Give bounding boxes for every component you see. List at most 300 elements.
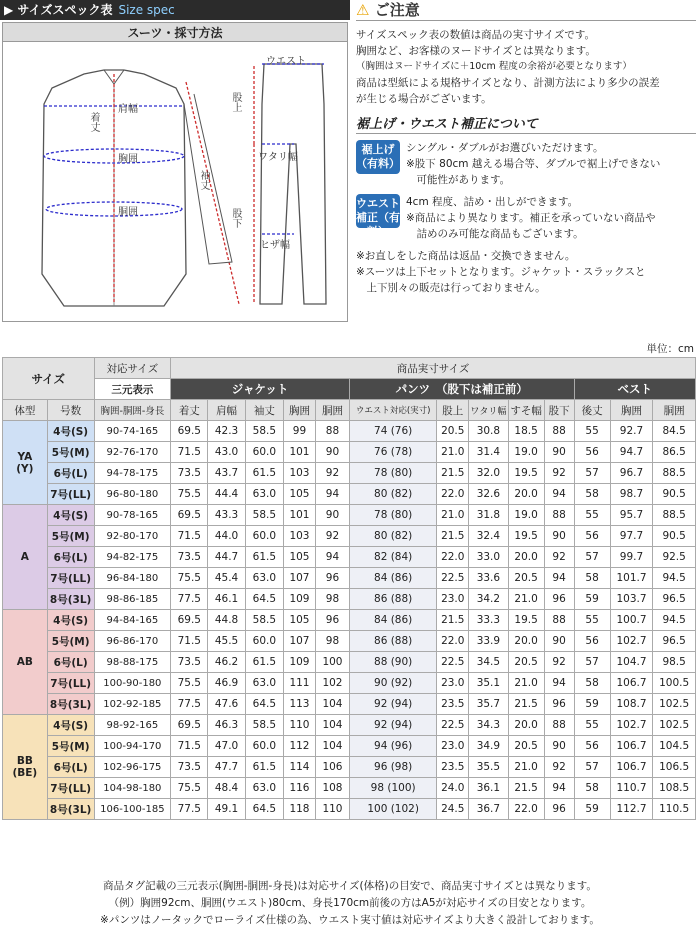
- waist-line: ※商品により異なります。補正を承っていない商品や: [406, 212, 656, 224]
- note-line: （胸囲はヌードサイズに＋10cm 程度の余裕が必要となります）: [356, 61, 632, 72]
- value-cell: 19.5: [508, 463, 544, 484]
- value-cell: 104: [315, 736, 349, 757]
- value-cell: 92: [315, 526, 349, 547]
- value-cell: 58: [574, 484, 610, 505]
- value-cell: 98.5: [653, 652, 696, 673]
- value-cell: 32.0: [469, 463, 508, 484]
- value-cell: 43.0: [208, 442, 245, 463]
- value-cell: 32.4: [469, 526, 508, 547]
- value-cell: 56: [574, 526, 610, 547]
- value-cell: 75.5: [171, 484, 208, 505]
- value-cell: 23.0: [437, 589, 469, 610]
- value-cell: 78 (80): [350, 505, 437, 526]
- value-cell: 94-78-175: [94, 463, 171, 484]
- value-cell: 80 (82): [350, 484, 437, 505]
- value-cell: 21.0: [508, 589, 544, 610]
- value-cell: 23.0: [437, 673, 469, 694]
- value-cell: 106.7: [610, 736, 653, 757]
- hem-line: 可能性があります。: [406, 174, 511, 186]
- value-cell: 90 (92): [350, 673, 437, 694]
- value-cell: 90: [544, 526, 574, 547]
- value-cell: 92.5: [653, 547, 696, 568]
- value-cell: 46.9: [208, 673, 245, 694]
- value-cell: 96.5: [653, 589, 696, 610]
- size-cell: 5号(M): [47, 526, 94, 547]
- value-cell: 20.0: [508, 715, 544, 736]
- final-note: 上下別々の販売は行っておりません。: [356, 282, 546, 294]
- value-cell: 104: [315, 715, 349, 736]
- value-cell: 98-88-175: [94, 652, 171, 673]
- size-cell: 6号(L): [47, 463, 94, 484]
- body-type-cell: YA (Y): [3, 421, 48, 505]
- value-cell: 21.5: [508, 694, 544, 715]
- value-cell: 90.5: [653, 484, 696, 505]
- value-cell: 99: [284, 421, 316, 442]
- value-cell: 98 (100): [350, 778, 437, 799]
- value-cell: 19.5: [508, 610, 544, 631]
- value-cell: 22.0: [508, 799, 544, 820]
- value-cell: 64.5: [245, 799, 283, 820]
- table-row: [3, 589, 696, 610]
- value-cell: 104.5: [653, 736, 696, 757]
- value-cell: 20.0: [508, 631, 544, 652]
- value-cell: 58.5: [245, 505, 283, 526]
- size-cell: 5号(M): [47, 442, 94, 463]
- value-cell: 88.5: [653, 463, 696, 484]
- value-cell: 86 (88): [350, 589, 437, 610]
- value-cell: 22.5: [437, 715, 469, 736]
- value-cell: 101: [284, 505, 316, 526]
- note-line: 胸囲など、お客様のヌードサイズとは異なります。: [356, 45, 596, 57]
- value-cell: 90.5: [653, 526, 696, 547]
- value-cell: 61.5: [245, 757, 283, 778]
- value-cell: 71.5: [171, 631, 208, 652]
- value-cell: 21.0: [508, 673, 544, 694]
- value-cell: 55: [574, 505, 610, 526]
- value-cell: 71.5: [171, 442, 208, 463]
- header-title-en: Size spec: [118, 3, 175, 17]
- table-row: [3, 631, 696, 652]
- value-cell: 96.5: [653, 631, 696, 652]
- value-cell: 107: [284, 568, 316, 589]
- label-waist: ウエスト: [266, 56, 306, 67]
- value-cell: 96: [315, 610, 349, 631]
- table-row: [3, 673, 696, 694]
- size-cell: 4号(S): [47, 421, 94, 442]
- value-cell: 18.5: [508, 421, 544, 442]
- value-cell: 24.0: [437, 778, 469, 799]
- table-row: [3, 799, 696, 820]
- value-cell: 20.0: [508, 547, 544, 568]
- value-cell: 56: [574, 736, 610, 757]
- value-cell: 98: [315, 589, 349, 610]
- header-mataue: 股上: [437, 400, 469, 421]
- label-kata: 肩幅: [118, 104, 138, 115]
- header-size: サイズ: [3, 358, 95, 400]
- value-cell: 77.5: [171, 799, 208, 820]
- value-cell: 118: [284, 799, 316, 820]
- value-cell: 49.1: [208, 799, 245, 820]
- footer-notes: [0, 878, 700, 929]
- value-cell: 22.5: [437, 652, 469, 673]
- value-cell: 61.5: [245, 652, 283, 673]
- value-cell: 88: [544, 715, 574, 736]
- value-cell: 94.5: [653, 568, 696, 589]
- value-cell: 92-76-170: [94, 442, 171, 463]
- header-pants: パンツ （股下は補正前）: [350, 379, 575, 400]
- value-cell: 19.0: [508, 442, 544, 463]
- value-cell: 69.5: [171, 421, 208, 442]
- header-kitake: 着丈: [171, 400, 208, 421]
- table-row: [3, 715, 696, 736]
- value-cell: 90: [315, 505, 349, 526]
- value-cell: 98.7: [610, 484, 653, 505]
- value-cell: 94.7: [610, 442, 653, 463]
- value-cell: 44.4: [208, 484, 245, 505]
- value-cell: 110: [315, 799, 349, 820]
- value-cell: 55: [574, 610, 610, 631]
- label-matagami: 股上: [230, 92, 241, 112]
- value-cell: 23.5: [437, 757, 469, 778]
- value-cell: 21.5: [437, 526, 469, 547]
- size-cell: 5号(M): [47, 631, 94, 652]
- value-cell: 100 (102): [350, 799, 437, 820]
- hem-line: ※股下 80cm 越える場合等、ダブルで裾上げできない: [406, 158, 661, 170]
- header-do: 胴囲: [315, 400, 349, 421]
- value-cell: 43.3: [208, 505, 245, 526]
- value-cell: 90-78-165: [94, 505, 171, 526]
- header-waist: ウエスト対応(実寸): [350, 400, 437, 421]
- value-cell: 58: [574, 568, 610, 589]
- value-cell: 34.3: [469, 715, 508, 736]
- notes-panel: [356, 2, 696, 337]
- value-cell: 21.0: [508, 757, 544, 778]
- value-cell: 106.5: [653, 757, 696, 778]
- value-cell: 76 (78): [350, 442, 437, 463]
- value-cell: 98-86-185: [94, 589, 171, 610]
- value-cell: 100-94-170: [94, 736, 171, 757]
- value-cell: 112: [284, 736, 316, 757]
- value-cell: 61.5: [245, 463, 283, 484]
- units-label: 単位：cm: [646, 343, 694, 355]
- value-cell: 58: [574, 673, 610, 694]
- table-row: [3, 421, 696, 442]
- hem-line: シングル・ダブルがお選びいただけます。: [406, 142, 604, 154]
- size-cell: 7号(LL): [47, 673, 94, 694]
- value-cell: 94: [315, 484, 349, 505]
- value-cell: 100-90-180: [94, 673, 171, 694]
- value-cell: 75.5: [171, 673, 208, 694]
- header-ushiro: 後丈: [574, 400, 610, 421]
- value-cell: 33.3: [469, 610, 508, 631]
- value-cell: 110: [284, 715, 316, 736]
- value-cell: 105: [284, 547, 316, 568]
- value-cell: 30.8: [469, 421, 508, 442]
- header-jacket: ジャケット: [171, 379, 350, 400]
- value-cell: 58: [574, 778, 610, 799]
- waist-badge: ウエスト補正（有料）: [356, 194, 400, 228]
- value-cell: 116: [284, 778, 316, 799]
- note-line: が生じる場合がございます。: [356, 93, 492, 105]
- value-cell: 22.0: [437, 484, 469, 505]
- value-cell: 103.7: [610, 589, 653, 610]
- value-cell: 84 (86): [350, 568, 437, 589]
- value-cell: 90: [544, 736, 574, 757]
- value-cell: 106: [315, 757, 349, 778]
- value-cell: 84.5: [653, 421, 696, 442]
- value-cell: 44.0: [208, 526, 245, 547]
- pants-outline: [260, 64, 326, 304]
- value-cell: 75.5: [171, 778, 208, 799]
- value-cell: 34.9: [469, 736, 508, 757]
- size-cell: 6号(L): [47, 547, 94, 568]
- size-cell: 8号(3L): [47, 589, 94, 610]
- size-cell: 6号(L): [47, 652, 94, 673]
- value-cell: 60.0: [245, 442, 283, 463]
- value-cell: 100.7: [610, 610, 653, 631]
- value-cell: 21.5: [508, 778, 544, 799]
- header-matashita: 股下: [544, 400, 574, 421]
- figure-title: スーツ・採寸方法: [2, 22, 348, 42]
- value-cell: 90-74-165: [94, 421, 171, 442]
- value-cell: 73.5: [171, 547, 208, 568]
- header-mune: 胸囲: [284, 400, 316, 421]
- value-cell: 73.5: [171, 652, 208, 673]
- value-cell: 34.5: [469, 652, 508, 673]
- value-cell: 94.5: [653, 610, 696, 631]
- header-vmune: 胸囲: [610, 400, 653, 421]
- table-row: [3, 778, 696, 799]
- value-cell: 21.0: [437, 505, 469, 526]
- header-gou: 号数: [47, 400, 94, 421]
- value-cell: 92: [544, 463, 574, 484]
- value-cell: 92.7: [610, 421, 653, 442]
- header-kata: 肩幅: [208, 400, 245, 421]
- value-cell: 108.7: [610, 694, 653, 715]
- label-kitake: 着丈: [88, 112, 99, 132]
- value-cell: 61.5: [245, 547, 283, 568]
- value-cell: 20.5: [508, 652, 544, 673]
- value-cell: 102.7: [610, 715, 653, 736]
- note-line: 商品は型紙による規格サイズとなり、計測方法により多少の誤差: [356, 77, 660, 89]
- value-cell: 88 (90): [350, 652, 437, 673]
- size-spec-table: [2, 357, 696, 820]
- size-cell: 7号(LL): [47, 778, 94, 799]
- value-cell: 102.5: [653, 715, 696, 736]
- footer-line: 商品タグ記載の三元表示(胸囲-胴囲-身長)は対応サイズ(体格)の目安で、商品実寸サイズとは異なります。: [103, 880, 597, 892]
- value-cell: 44.8: [208, 610, 245, 631]
- value-cell: 92: [544, 757, 574, 778]
- table-row: [3, 694, 696, 715]
- value-cell: 90: [544, 442, 574, 463]
- value-cell: 23.0: [437, 736, 469, 757]
- header-mdl: 胸囲-胴囲-身長: [94, 400, 171, 421]
- label-mune: 胸囲: [118, 154, 138, 165]
- value-cell: 92: [544, 652, 574, 673]
- value-cell: 71.5: [171, 526, 208, 547]
- value-cell: 111: [284, 673, 316, 694]
- value-cell: 84 (86): [350, 610, 437, 631]
- size-cell: 4号(S): [47, 505, 94, 526]
- value-cell: 36.1: [469, 778, 508, 799]
- value-cell: 20.5: [508, 568, 544, 589]
- value-cell: 92-80-170: [94, 526, 171, 547]
- value-cell: 108: [315, 778, 349, 799]
- body-type-cell: AB: [3, 610, 48, 715]
- value-cell: 58.5: [245, 421, 283, 442]
- value-cell: 19.5: [508, 526, 544, 547]
- label-watari: ワタリ幅: [258, 152, 298, 163]
- value-cell: 98: [315, 631, 349, 652]
- footer-line: ※パンツはノータックでローライズ仕様の為、ウエスト実寸値は対応サイズより大きく設計しております。: [100, 914, 600, 926]
- value-cell: 96-80-180: [94, 484, 171, 505]
- value-cell: 82 (84): [350, 547, 437, 568]
- value-cell: 102-92-185: [94, 694, 171, 715]
- hem-badge: 裾上げ（有料）: [356, 140, 400, 174]
- value-cell: 94 (96): [350, 736, 437, 757]
- value-cell: 92 (94): [350, 715, 437, 736]
- value-cell: 58.5: [245, 715, 283, 736]
- table-row: [3, 547, 696, 568]
- value-cell: 102.7: [610, 631, 653, 652]
- value-cell: 55: [574, 421, 610, 442]
- value-cell: 92: [315, 463, 349, 484]
- table-row: [3, 484, 696, 505]
- value-cell: 47.0: [208, 736, 245, 757]
- value-cell: 63.0: [245, 484, 283, 505]
- value-cell: 94: [544, 778, 574, 799]
- value-cell: 35.7: [469, 694, 508, 715]
- value-cell: 88.5: [653, 505, 696, 526]
- table-row: [3, 757, 696, 778]
- value-cell: 113: [284, 694, 316, 715]
- value-cell: 19.0: [508, 505, 544, 526]
- value-cell: 96.7: [610, 463, 653, 484]
- value-cell: 86.5: [653, 442, 696, 463]
- size-cell: 8号(3L): [47, 694, 94, 715]
- value-cell: 99.7: [610, 547, 653, 568]
- table-row: [3, 736, 696, 757]
- notes-heading-text: ご注意: [374, 1, 420, 19]
- value-cell: 80 (82): [350, 526, 437, 547]
- value-cell: 96: [544, 799, 574, 820]
- value-cell: 60.0: [245, 736, 283, 757]
- table-row: [3, 463, 696, 484]
- value-cell: 46.3: [208, 715, 245, 736]
- value-cell: 77.5: [171, 589, 208, 610]
- table-row: [3, 505, 696, 526]
- value-cell: 90: [315, 442, 349, 463]
- size-cell: 7号(LL): [47, 568, 94, 589]
- value-cell: 31.8: [469, 505, 508, 526]
- header-sode: 袖丈: [245, 400, 283, 421]
- value-cell: 22.0: [437, 547, 469, 568]
- value-cell: 48.4: [208, 778, 245, 799]
- value-cell: 94-84-165: [94, 610, 171, 631]
- value-cell: 63.0: [245, 673, 283, 694]
- waist-section: [356, 194, 696, 242]
- value-cell: 58.5: [245, 610, 283, 631]
- value-cell: 24.5: [437, 799, 469, 820]
- value-cell: 110.7: [610, 778, 653, 799]
- value-cell: 92 (94): [350, 694, 437, 715]
- value-cell: 63.0: [245, 568, 283, 589]
- value-cell: 107: [284, 631, 316, 652]
- value-cell: 96-84-180: [94, 568, 171, 589]
- header-taiou: 対応サイズ: [94, 358, 171, 379]
- value-cell: 110.5: [653, 799, 696, 820]
- value-cell: 112.7: [610, 799, 653, 820]
- value-cell: 73.5: [171, 463, 208, 484]
- value-cell: 96: [544, 589, 574, 610]
- value-cell: 57: [574, 757, 610, 778]
- label-hiza: ヒザ幅: [260, 240, 290, 251]
- value-cell: 106.7: [610, 673, 653, 694]
- value-cell: 46.1: [208, 589, 245, 610]
- waist-line: 詰めのみ可能な商品もございます。: [406, 228, 584, 240]
- value-cell: 45.4: [208, 568, 245, 589]
- value-cell: 56: [574, 442, 610, 463]
- value-cell: 64.5: [245, 694, 283, 715]
- table-row: [3, 442, 696, 463]
- size-cell: 8号(3L): [47, 799, 94, 820]
- value-cell: 104.7: [610, 652, 653, 673]
- value-cell: 105: [284, 610, 316, 631]
- value-cell: 94: [315, 547, 349, 568]
- value-cell: 21.5: [437, 610, 469, 631]
- header-vdo: 胴囲: [653, 400, 696, 421]
- value-cell: 20.5: [437, 421, 469, 442]
- value-cell: 32.6: [469, 484, 508, 505]
- value-cell: 105: [284, 484, 316, 505]
- value-cell: 102.5: [653, 694, 696, 715]
- value-cell: 96 (98): [350, 757, 437, 778]
- value-cell: 57: [574, 463, 610, 484]
- table-row: [3, 568, 696, 589]
- value-cell: 64.5: [245, 589, 283, 610]
- note-line: サイズスペック表の数値は商品の実寸サイズです。: [356, 29, 595, 41]
- label-matashita: 股下: [230, 208, 241, 228]
- size-cell: 4号(S): [47, 610, 94, 631]
- header-taikei: 体型: [3, 400, 48, 421]
- value-cell: 47.6: [208, 694, 245, 715]
- body-type-cell: A: [3, 505, 48, 610]
- value-cell: 22.5: [437, 568, 469, 589]
- value-cell: 21.0: [437, 442, 469, 463]
- value-cell: 98-92-165: [94, 715, 171, 736]
- warning-icon: ⚠: [356, 1, 370, 19]
- value-cell: 109: [284, 589, 316, 610]
- value-cell: 57: [574, 547, 610, 568]
- waist-line: 4cm 程度、詰め・出しができます。: [406, 196, 579, 208]
- table-row: [3, 526, 696, 547]
- value-cell: 104: [315, 694, 349, 715]
- value-cell: 74 (76): [350, 421, 437, 442]
- value-cell: 46.2: [208, 652, 245, 673]
- final-note: ※お直しをした商品は返品・交換できません。: [356, 250, 576, 262]
- value-cell: 94: [544, 673, 574, 694]
- value-cell: 75.5: [171, 568, 208, 589]
- value-cell: 45.5: [208, 631, 245, 652]
- value-cell: 73.5: [171, 757, 208, 778]
- header-sangen: 三元表示: [94, 379, 171, 400]
- sleeve-line: [186, 82, 239, 304]
- value-cell: 100: [315, 652, 349, 673]
- body-type-cell: BB (BE): [3, 715, 48, 820]
- value-cell: 60.0: [245, 526, 283, 547]
- label-sode: 袖丈: [198, 170, 209, 190]
- section-header: ▶ サイズスペック表 Size spec: [0, 0, 350, 20]
